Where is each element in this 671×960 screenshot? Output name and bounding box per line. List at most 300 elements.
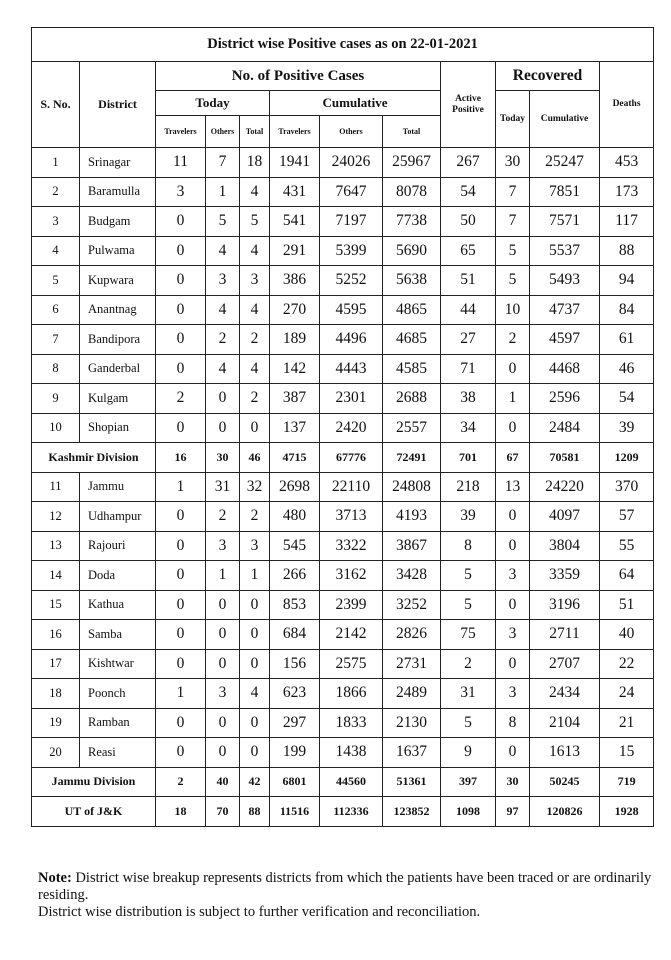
header-cumulative: Cumulative (270, 91, 441, 116)
cell-deaths: 40 (600, 620, 654, 650)
cell-cumulative-travelers: 266 (270, 561, 320, 591)
cell-active-positive: 9 (441, 738, 496, 768)
cell-active-positive: 5 (441, 561, 496, 591)
cell-today-others: 4 (206, 354, 240, 384)
cell-cumulative-total: 7738 (383, 207, 441, 237)
cell-cumulative-others: 22110 (320, 472, 383, 502)
total-cumulative-travelers: 11516 (270, 797, 320, 827)
cell-cumulative-others: 5399 (320, 236, 383, 266)
report-title: District wise Positive cases as on 22-01-2021 (32, 28, 654, 62)
cell-today-travelers: 0 (156, 620, 206, 650)
header-sno: S. No. (32, 62, 80, 148)
cell-district: Jammu (80, 472, 156, 502)
table-row (32, 207, 654, 237)
cell-cumulative-total: 2731 (383, 649, 441, 679)
footnote (38, 870, 658, 921)
cell-today-travelers: 11 (156, 148, 206, 178)
cell-today-total: 4 (240, 295, 270, 325)
total-cumulative-others: 44560 (320, 767, 383, 797)
cell-sno: 14 (32, 561, 80, 591)
cell-today-travelers: 0 (156, 354, 206, 384)
cell-cumulative-total: 4685 (383, 325, 441, 355)
total-today-travelers: 18 (156, 797, 206, 827)
total-today-others: 30 (206, 443, 240, 473)
total-recovered-today: 30 (496, 767, 530, 797)
cell-recovered-today: 8 (496, 708, 530, 738)
cell-active-positive: 5 (441, 708, 496, 738)
kashmir-division-row (32, 443, 654, 473)
cell-recovered-today: 5 (496, 236, 530, 266)
cell-today-travelers: 0 (156, 590, 206, 620)
cell-deaths: 51 (600, 590, 654, 620)
cell-today-travelers: 0 (156, 561, 206, 591)
total-today-total: 88 (240, 797, 270, 827)
total-cumulative-total: 123852 (383, 797, 441, 827)
covid-district-report (31, 27, 653, 827)
cell-cumulative-others: 1866 (320, 679, 383, 709)
cell-today-others: 0 (206, 620, 240, 650)
table-row (32, 649, 654, 679)
note-line-2: District wise distribution is subject to further verification and reconciliation. (38, 904, 481, 920)
cell-district: Doda (80, 561, 156, 591)
cell-today-others: 3 (206, 531, 240, 561)
cell-recovered-cumulative: 3804 (530, 531, 600, 561)
cell-recovered-today: 2 (496, 325, 530, 355)
cell-recovered-today: 7 (496, 177, 530, 207)
cell-cumulative-travelers: 853 (270, 590, 320, 620)
cell-cumulative-others: 2399 (320, 590, 383, 620)
cell-today-travelers: 0 (156, 649, 206, 679)
cell-today-travelers: 0 (156, 266, 206, 296)
cell-active-positive: 65 (441, 236, 496, 266)
cell-cumulative-others: 4443 (320, 354, 383, 384)
cell-today-total: 0 (240, 620, 270, 650)
cell-today-total: 0 (240, 708, 270, 738)
total-active-positive: 397 (441, 767, 496, 797)
cell-today-travelers: 0 (156, 236, 206, 266)
cell-today-total: 1 (240, 561, 270, 591)
header-today-total: Total (240, 116, 270, 148)
total-recovered-cumulative: 70581 (530, 443, 600, 473)
cell-deaths: 21 (600, 708, 654, 738)
cell-cumulative-total: 2557 (383, 413, 441, 443)
cell-cumulative-others: 3322 (320, 531, 383, 561)
cell-cumulative-others: 2301 (320, 384, 383, 414)
note-line-1 (38, 870, 658, 904)
cell-deaths: 64 (600, 561, 654, 591)
cell-active-positive: 51 (441, 266, 496, 296)
cell-recovered-today: 0 (496, 354, 530, 384)
cell-cumulative-total: 2130 (383, 708, 441, 738)
total-label: UT of J&K (32, 797, 156, 827)
cell-today-travelers: 1 (156, 679, 206, 709)
total-today-others: 70 (206, 797, 240, 827)
cell-today-total: 4 (240, 236, 270, 266)
cell-sno: 12 (32, 502, 80, 532)
cell-today-travelers: 0 (156, 502, 206, 532)
table-row (32, 620, 654, 650)
total-today-others: 40 (206, 767, 240, 797)
cell-deaths: 117 (600, 207, 654, 237)
cell-deaths: 15 (600, 738, 654, 768)
cell-cumulative-others: 2420 (320, 413, 383, 443)
cell-district: Bandipora (80, 325, 156, 355)
cell-active-positive: 8 (441, 531, 496, 561)
cell-recovered-today: 0 (496, 413, 530, 443)
cell-cumulative-travelers: 156 (270, 649, 320, 679)
table-row (32, 413, 654, 443)
cell-deaths: 370 (600, 472, 654, 502)
cell-recovered-today: 3 (496, 561, 530, 591)
total-recovered-today: 67 (496, 443, 530, 473)
cell-active-positive: 44 (441, 295, 496, 325)
table-row (32, 679, 654, 709)
cell-cumulative-others: 4496 (320, 325, 383, 355)
table-row (32, 472, 654, 502)
cell-cumulative-travelers: 623 (270, 679, 320, 709)
cell-cumulative-total: 4193 (383, 502, 441, 532)
cell-recovered-cumulative: 4468 (530, 354, 600, 384)
cell-today-total: 5 (240, 207, 270, 237)
cell-today-total: 18 (240, 148, 270, 178)
cell-recovered-today: 13 (496, 472, 530, 502)
cell-today-others: 31 (206, 472, 240, 502)
cell-today-others: 7 (206, 148, 240, 178)
ut-total-row (32, 797, 654, 827)
table-row (32, 325, 654, 355)
cell-recovered-cumulative: 7571 (530, 207, 600, 237)
cell-cumulative-travelers: 189 (270, 325, 320, 355)
cell-active-positive: 267 (441, 148, 496, 178)
cell-cumulative-total: 24808 (383, 472, 441, 502)
cell-today-others: 0 (206, 590, 240, 620)
district-cases-table (31, 27, 654, 827)
cell-district: Budgam (80, 207, 156, 237)
cell-sno: 15 (32, 590, 80, 620)
table-row (32, 266, 654, 296)
cell-deaths: 88 (600, 236, 654, 266)
cell-cumulative-travelers: 545 (270, 531, 320, 561)
cell-recovered-today: 3 (496, 620, 530, 650)
cell-deaths: 57 (600, 502, 654, 532)
cell-today-travelers: 0 (156, 738, 206, 768)
cell-recovered-today: 0 (496, 590, 530, 620)
cell-sno: 4 (32, 236, 80, 266)
cell-today-others: 4 (206, 295, 240, 325)
cell-today-travelers: 0 (156, 295, 206, 325)
cell-recovered-cumulative: 3196 (530, 590, 600, 620)
cell-active-positive: 54 (441, 177, 496, 207)
cell-today-travelers: 0 (156, 531, 206, 561)
cell-cumulative-total: 4585 (383, 354, 441, 384)
table-body (32, 148, 654, 827)
cell-today-travelers: 1 (156, 472, 206, 502)
cell-today-others: 0 (206, 649, 240, 679)
cell-today-others: 0 (206, 384, 240, 414)
cell-deaths: 22 (600, 649, 654, 679)
cell-cumulative-total: 1637 (383, 738, 441, 768)
cell-today-others: 3 (206, 679, 240, 709)
table-row (32, 177, 654, 207)
cell-active-positive: 2 (441, 649, 496, 679)
cell-district: Rajouri (80, 531, 156, 561)
total-cumulative-others: 67776 (320, 443, 383, 473)
cell-cumulative-travelers: 2698 (270, 472, 320, 502)
cell-cumulative-total: 4865 (383, 295, 441, 325)
cell-deaths: 24 (600, 679, 654, 709)
cell-active-positive: 34 (441, 413, 496, 443)
cell-district: Poonch (80, 679, 156, 709)
cell-deaths: 84 (600, 295, 654, 325)
cell-today-travelers: 0 (156, 207, 206, 237)
cell-today-total: 2 (240, 325, 270, 355)
cell-sno: 8 (32, 354, 80, 384)
cell-cumulative-others: 3713 (320, 502, 383, 532)
cell-cumulative-total: 8078 (383, 177, 441, 207)
cell-today-total: 4 (240, 354, 270, 384)
cell-cumulative-travelers: 1941 (270, 148, 320, 178)
total-recovered-cumulative: 120826 (530, 797, 600, 827)
table-row (32, 708, 654, 738)
cell-recovered-cumulative: 4597 (530, 325, 600, 355)
table-row (32, 295, 654, 325)
cell-deaths: 55 (600, 531, 654, 561)
cell-district: Anantnag (80, 295, 156, 325)
cell-cumulative-others: 1833 (320, 708, 383, 738)
cell-today-total: 0 (240, 590, 270, 620)
cell-cumulative-others: 5252 (320, 266, 383, 296)
table-row (32, 561, 654, 591)
table-row (32, 738, 654, 768)
cell-cumulative-travelers: 297 (270, 708, 320, 738)
cell-cumulative-total: 2489 (383, 679, 441, 709)
cell-today-travelers: 0 (156, 413, 206, 443)
cell-today-travelers: 3 (156, 177, 206, 207)
cell-district: Kupwara (80, 266, 156, 296)
cell-sno: 5 (32, 266, 80, 296)
table-row (32, 590, 654, 620)
cell-sno: 3 (32, 207, 80, 237)
cell-recovered-cumulative: 2434 (530, 679, 600, 709)
cell-active-positive: 5 (441, 590, 496, 620)
table-row (32, 236, 654, 266)
header-today: Today (156, 91, 270, 116)
cell-cumulative-total: 25967 (383, 148, 441, 178)
cell-sno: 9 (32, 384, 80, 414)
cell-cumulative-total: 5638 (383, 266, 441, 296)
cell-district: Ganderbal (80, 354, 156, 384)
cell-active-positive: 71 (441, 354, 496, 384)
header-active-positive: Active Positive (441, 62, 496, 148)
cell-today-total: 0 (240, 413, 270, 443)
cell-cumulative-others: 7197 (320, 207, 383, 237)
cell-district: Shopian (80, 413, 156, 443)
cell-cumulative-others: 2142 (320, 620, 383, 650)
cell-today-others: 5 (206, 207, 240, 237)
cell-deaths: 61 (600, 325, 654, 355)
header-recovered-today: Today (496, 91, 530, 148)
cell-district: Udhampur (80, 502, 156, 532)
cell-active-positive: 38 (441, 384, 496, 414)
cell-active-positive: 50 (441, 207, 496, 237)
cell-recovered-today: 0 (496, 531, 530, 561)
cell-recovered-cumulative: 7851 (530, 177, 600, 207)
header-deaths: Deaths (600, 62, 654, 148)
cell-recovered-today: 0 (496, 502, 530, 532)
total-today-total: 42 (240, 767, 270, 797)
cell-active-positive: 31 (441, 679, 496, 709)
table-row (32, 384, 654, 414)
cell-district: Kishtwar (80, 649, 156, 679)
cell-cumulative-travelers: 431 (270, 177, 320, 207)
cell-recovered-today: 7 (496, 207, 530, 237)
total-cumulative-travelers: 6801 (270, 767, 320, 797)
cell-today-others: 4 (206, 236, 240, 266)
total-deaths: 719 (600, 767, 654, 797)
cell-today-total: 4 (240, 177, 270, 207)
cell-cumulative-total: 5690 (383, 236, 441, 266)
cell-deaths: 54 (600, 384, 654, 414)
cell-today-total: 4 (240, 679, 270, 709)
cell-sno: 1 (32, 148, 80, 178)
cell-today-others: 0 (206, 738, 240, 768)
header-positive-cases: No. of Positive Cases (156, 62, 441, 91)
total-active-positive: 701 (441, 443, 496, 473)
cell-cumulative-others: 7647 (320, 177, 383, 207)
cell-today-total: 32 (240, 472, 270, 502)
cell-recovered-cumulative: 2707 (530, 649, 600, 679)
cell-sno: 6 (32, 295, 80, 325)
cell-today-others: 1 (206, 561, 240, 591)
cell-active-positive: 75 (441, 620, 496, 650)
table-row (32, 531, 654, 561)
cell-cumulative-travelers: 199 (270, 738, 320, 768)
cell-recovered-cumulative: 1613 (530, 738, 600, 768)
cell-today-total: 3 (240, 531, 270, 561)
cell-today-travelers: 0 (156, 325, 206, 355)
cell-cumulative-travelers: 386 (270, 266, 320, 296)
cell-cumulative-others: 3162 (320, 561, 383, 591)
cell-sno: 19 (32, 708, 80, 738)
note-text-1: District wise breakup represents districts from which the patients have been traced or are ordinarily residing. (38, 870, 652, 903)
cell-district: Reasi (80, 738, 156, 768)
cell-district: Samba (80, 620, 156, 650)
cell-cumulative-others: 24026 (320, 148, 383, 178)
cell-recovered-cumulative: 2484 (530, 413, 600, 443)
cell-sno: 2 (32, 177, 80, 207)
header-cumulative-travelers: Travelers (270, 116, 320, 148)
cell-today-others: 2 (206, 325, 240, 355)
total-cumulative-total: 51361 (383, 767, 441, 797)
cell-recovered-today: 30 (496, 148, 530, 178)
cell-active-positive: 27 (441, 325, 496, 355)
cell-recovered-cumulative: 2596 (530, 384, 600, 414)
cell-cumulative-others: 1438 (320, 738, 383, 768)
cell-district: Kulgam (80, 384, 156, 414)
cell-deaths: 173 (600, 177, 654, 207)
header-today-others: Others (206, 116, 240, 148)
cell-sno: 10 (32, 413, 80, 443)
cell-sno: 20 (32, 738, 80, 768)
cell-recovered-today: 0 (496, 738, 530, 768)
cell-cumulative-travelers: 684 (270, 620, 320, 650)
cell-today-total: 0 (240, 649, 270, 679)
cell-sno: 7 (32, 325, 80, 355)
cell-recovered-cumulative: 3359 (530, 561, 600, 591)
header-recovered-cumulative: Cumulative (530, 91, 600, 148)
total-deaths: 1928 (600, 797, 654, 827)
header-district: District (80, 62, 156, 148)
total-recovered-cumulative: 50245 (530, 767, 600, 797)
cell-cumulative-total: 3428 (383, 561, 441, 591)
total-recovered-today: 97 (496, 797, 530, 827)
total-cumulative-travelers: 4715 (270, 443, 320, 473)
cell-today-travelers: 0 (156, 708, 206, 738)
cell-sno: 17 (32, 649, 80, 679)
cell-deaths: 453 (600, 148, 654, 178)
cell-deaths: 39 (600, 413, 654, 443)
total-active-positive: 1098 (441, 797, 496, 827)
cell-cumulative-travelers: 387 (270, 384, 320, 414)
cell-cumulative-travelers: 541 (270, 207, 320, 237)
cell-cumulative-travelers: 480 (270, 502, 320, 532)
total-today-total: 46 (240, 443, 270, 473)
cell-recovered-today: 5 (496, 266, 530, 296)
cell-cumulative-travelers: 142 (270, 354, 320, 384)
cell-district: Pulwama (80, 236, 156, 266)
cell-today-total: 0 (240, 738, 270, 768)
cell-recovered-cumulative: 4097 (530, 502, 600, 532)
cell-today-total: 2 (240, 384, 270, 414)
cell-recovered-today: 10 (496, 295, 530, 325)
cell-today-others: 3 (206, 266, 240, 296)
cell-recovered-cumulative: 2711 (530, 620, 600, 650)
total-today-travelers: 2 (156, 767, 206, 797)
cell-cumulative-travelers: 291 (270, 236, 320, 266)
total-cumulative-others: 112336 (320, 797, 383, 827)
cell-recovered-cumulative: 24220 (530, 472, 600, 502)
cell-recovered-today: 1 (496, 384, 530, 414)
header-cumulative-total: Total (383, 116, 441, 148)
cell-recovered-cumulative: 5493 (530, 266, 600, 296)
cell-active-positive: 218 (441, 472, 496, 502)
cell-recovered-today: 3 (496, 679, 530, 709)
table-row (32, 502, 654, 532)
table-row (32, 148, 654, 178)
cell-deaths: 46 (600, 354, 654, 384)
cell-district: Ramban (80, 708, 156, 738)
total-label: Kashmir Division (32, 443, 156, 473)
cell-cumulative-total: 3252 (383, 590, 441, 620)
header-recovered: Recovered (496, 62, 600, 91)
cell-district: Baramulla (80, 177, 156, 207)
header-cumulative-others: Others (320, 116, 383, 148)
cell-today-total: 3 (240, 266, 270, 296)
jammu-division-row (32, 767, 654, 797)
total-cumulative-total: 72491 (383, 443, 441, 473)
cell-cumulative-others: 2575 (320, 649, 383, 679)
cell-today-others: 2 (206, 502, 240, 532)
cell-recovered-cumulative: 2104 (530, 708, 600, 738)
cell-cumulative-total: 2688 (383, 384, 441, 414)
note-label: Note: (38, 870, 72, 886)
cell-cumulative-travelers: 270 (270, 295, 320, 325)
header-today-travelers: Travelers (156, 116, 206, 148)
cell-today-others: 1 (206, 177, 240, 207)
cell-cumulative-others: 4595 (320, 295, 383, 325)
cell-recovered-today: 0 (496, 649, 530, 679)
cell-cumulative-travelers: 137 (270, 413, 320, 443)
